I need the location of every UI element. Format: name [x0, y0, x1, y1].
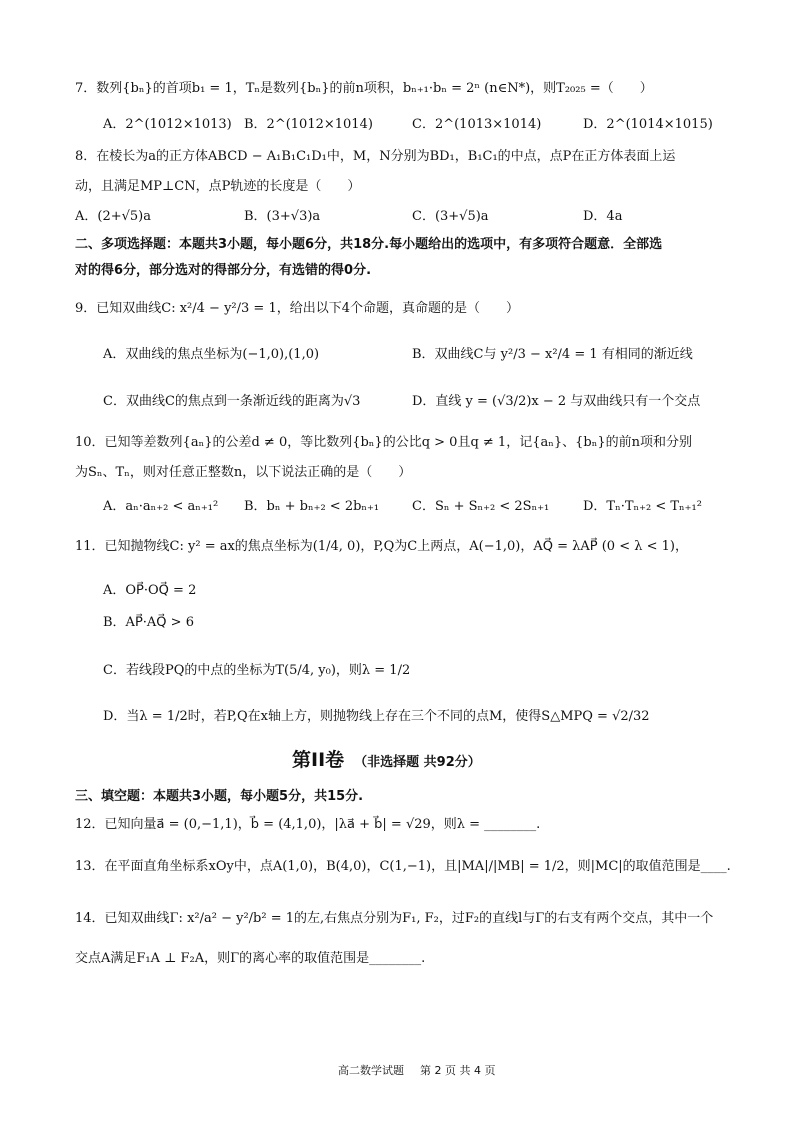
q13-stem: 13．在平面直角坐标系xOy中，点A(1,0)，B(4,0)，C(1,−1)，且|MA|/|MB| = 1/2，则|MC|的取值范围是____.	[75, 859, 731, 874]
q10-option-a: A．aₙ·aₙ₊₂ < aₙ₊₁²	[103, 499, 219, 514]
q10-option-c: C．Sₙ + Sₙ₊₂ < 2Sₙ₊₁	[412, 499, 550, 514]
q8-option-b: B．(3+√3)a	[244, 209, 321, 224]
q9-option-a: A．双曲线的焦点坐标为(−1,0),(1,0)	[103, 347, 320, 362]
q14-stem-cont: 交点A满足F₁A ⊥ F₂A，则Γ的离心率的取值范围是________.	[75, 951, 426, 966]
q7-option-d: D．2^(1014×1015)	[583, 117, 713, 132]
q11-stem: 11．已知抛物线C: y² = ax的焦点坐标为(1/4, 0)，P,Q为C上两点，A(−1,0)，AQ⃗ = λAP⃗ (0 < λ < 1)，	[75, 539, 688, 554]
q12-stem: 12．已知向量a⃗ = (0,−1,1)，b⃗ = (4,1,0)，|λa⃗ + b⃗| = √29，则λ = ________.	[75, 817, 541, 832]
q8-option-d: D．4a	[583, 209, 623, 224]
q10-option-d: D．Tₙ·Tₙ₊₂ < Tₙ₊₁²	[583, 499, 702, 514]
q10-stem: 10．已知等差数列{aₙ}的公差d ≠ 0，等比数列{bₙ}的公比q > 0且q ≠ 1，记{aₙ}、{bₙ}的前n项和分别	[75, 435, 692, 450]
q11-option-a: A．OP⃗·OQ⃗ = 2	[103, 583, 197, 598]
q9-option-c: C．双曲线C的焦点到一条渐近线的距离为√3	[103, 394, 361, 409]
q8-stem-cont: 动，且满足MP⊥CN，点P轨迹的长度是（ ）	[75, 179, 361, 194]
q8-option-a: A．(2+√5)a	[75, 209, 152, 224]
section-2-heading: 二、多项选择题：本题共3小题，每小题6分，共18分.每小题给出的选项中，有多项符合题意．全部选	[75, 237, 663, 252]
q10-option-b: B．bₙ + bₙ₊₂ < 2bₙ₊₁	[244, 499, 380, 514]
q10-stem-cont: 为Sₙ、Tₙ，则对任意正整数n，以下说法正确的是（ ）	[75, 465, 412, 480]
q7-option-b: B．2^(1012×1014)	[244, 117, 373, 132]
footer-title: 高二数学试题	[338, 1064, 404, 1077]
section-3-heading: 三、填空题：本题共3小题，每小题5分，共15分.	[75, 789, 364, 804]
q14-stem: 14．已知双曲线Γ: x²/a² − y²/b² = 1的左,右焦点分别为F₁, F₂，过F₂的直线l与Γ的右支有两个交点，其中一个	[75, 911, 714, 926]
part-2-title	[292, 748, 481, 775]
q11-option-b: B．AP⃗·AQ⃗ > 6	[103, 615, 194, 630]
footer-page-number: 第 2 页 共 4 页	[420, 1064, 496, 1077]
q9-option-b: B．双曲线C与 y²/3 − x²/4 = 1 有相同的渐近线	[412, 347, 693, 362]
q11-option-c: C．若线段PQ的中点的坐标为T(5/4, y₀)，则λ = 1/2	[103, 663, 411, 678]
q11-option-d: D．当λ = 1/2时，若P,Q在x轴上方，则抛物线上存在三个不同的点M，使得S△MPQ = √2/32	[103, 709, 650, 724]
q7-stem: 7．数列{bₙ}的首项b₁ = 1，Tₙ是数列{bₙ}的前n项积，bₙ₊₁·bₙ = 2ⁿ (n∈N*)，则T₂₀₂₅ =（ ）	[75, 81, 653, 96]
q8-option-c: C．(3+√5)a	[412, 209, 489, 224]
part-2-subtitle: （非选择题 共92分）	[354, 755, 481, 770]
q7-option-a: A．2^(1012×1013)	[103, 117, 232, 132]
section-2-heading-cont: 对的得6分，部分选对的得部分分，有选错的得0分.	[75, 263, 372, 278]
q9-stem: 9．已知双曲线C: x²/4 − y²/3 = 1，给出以下4个命题，真命题的是（ ）	[75, 301, 519, 316]
q7-option-c: C．2^(1013×1014)	[412, 117, 542, 132]
page-footer	[338, 1062, 495, 1080]
q8-stem: 8．在棱长为a的正方体ABCD − A₁B₁C₁D₁中，M，N分别为BD₁，B₁C₁的中点，点P在正方体表面上运	[75, 149, 676, 164]
q9-option-d: D．直线 y = (√3/2)x − 2 与双曲线只有一个交点	[412, 394, 701, 409]
part-2-title-text: 第II卷	[292, 749, 345, 771]
